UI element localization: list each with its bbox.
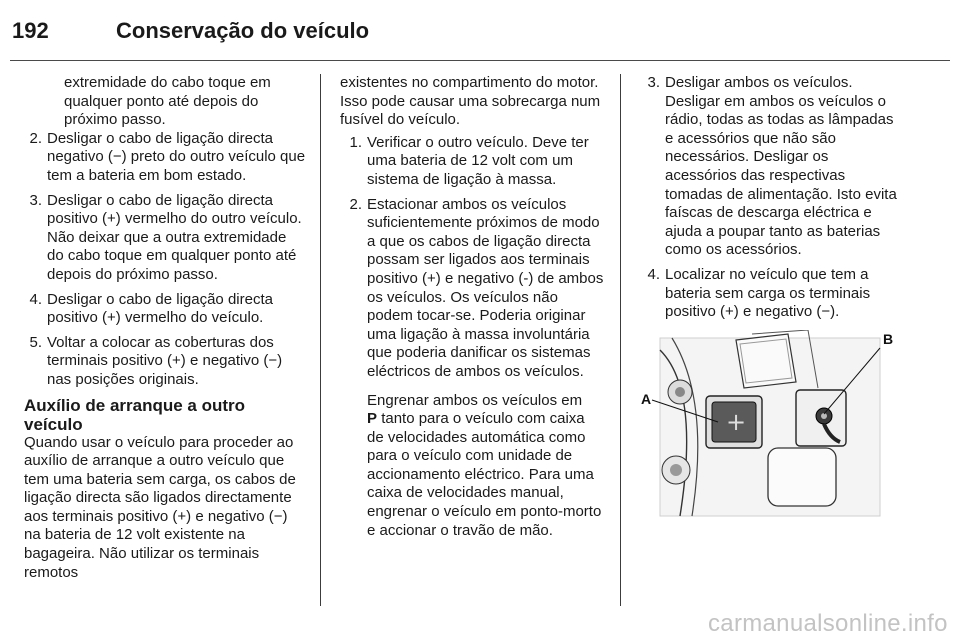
column-divider-left	[320, 74, 321, 606]
list-number: 5.	[29, 333, 42, 351]
list-item	[24, 192, 306, 285]
list-text: Desligar o cabo de ligação directa negativo (−) preto do outro veículo que tem a bateria em bom estado.	[47, 129, 306, 184]
step-continuation: extremidade do cabo toque em qualquer ponto até depois do próximo passo.	[64, 74, 271, 129]
page-title: Conservação do veículo	[116, 18, 370, 43]
gear-park-label: P	[367, 410, 378, 428]
header-rule	[10, 60, 950, 61]
gear-instruction-post: tanto para o veículo com caixa de velocidades automática como para o veículo com unidade de accionamento eléctrico. Para uma caixa de velocidades manual, engrenar o veículo em ponto-morto e accionar o travão de mão.	[367, 410, 602, 539]
page-number: 192	[12, 18, 49, 43]
list-item	[24, 130, 306, 186]
list-text: Estacionar ambos os veículos suficientemente próximos de modo a que os cabos de ligação directa possam ser ligados aos terminais positivo (+) e negativo (-) de ambos os veículos. Os veículos não podem tocar-se. Poderia originar uma ligação à massa involuntária que poderia danificar os sistemas eléctricos de ambos os veículos.	[367, 195, 604, 380]
column-right	[642, 74, 904, 328]
column-middle	[340, 74, 604, 540]
list-number: 1.	[349, 133, 362, 151]
list-number: 2.	[29, 129, 42, 147]
list-item	[340, 196, 604, 382]
intro-continuation: existentes no compartimento do motor. Isso pode causar uma sobrecarga num fusível do veículo.	[340, 74, 601, 129]
list-item	[24, 334, 306, 390]
list-number: 4.	[647, 265, 660, 283]
section-heading: Auxílio de arranque a outro veículo	[24, 395, 246, 434]
list-item	[642, 266, 904, 322]
gear-instruction-pre: Engrenar ambos os veículos em	[367, 391, 583, 409]
list-number: 3.	[29, 191, 42, 209]
watermark: carmanualsonline.info	[708, 610, 948, 637]
list-text: Desligar o cabo de ligação directa positivo (+) vermelho do outro veículo. Não deixar que a outra extremidade do cabo toque em qualquer ponto até depois do próximo passo.	[47, 191, 302, 283]
list-text: Desligar ambos os veículos. Desligar em ambos os veículos o rádio, todas as todas as lâmpadas e acessórios que não são necessários. Desligar os acessórios das respectivas tomadas de alimentação. Isto evita faíscas de descarga eléctrica e ajuda a poupar tanto as baterias como os acessórios.	[665, 74, 897, 259]
section-intro: Quando usar o veículo para proceder ao auxílio de arranque a outro veículo que tem uma bateria sem carga, os cabos de ligação directa são ligados directamente aos terminais positivo (+) e negativo (−) na bateria de 12 volt existente na bagageira. Não utilizar os terminais remotos	[24, 433, 296, 581]
svg-text:+: +	[726, 408, 747, 436]
figure-label-a: A	[641, 391, 652, 407]
list-text: Voltar a colocar as coberturas dos terminais positivo (+) e negativo (−) nas posições originais.	[47, 333, 283, 388]
column-divider-right	[620, 74, 621, 606]
list-item	[340, 134, 604, 190]
list-number: 3.	[647, 74, 660, 91]
list-text: Desligar o cabo de ligação directa positivo (+) vermelho do veículo.	[47, 290, 273, 327]
list-item	[642, 74, 904, 260]
list-text: Verificar o outro veículo. Deve ter uma bateria de 12 volt com um sistema de ligação à massa.	[367, 133, 589, 188]
figure-label-b: B	[883, 331, 894, 347]
list-item	[24, 291, 306, 328]
column-left	[24, 74, 306, 582]
list-number: 4.	[29, 290, 42, 308]
gear-instruction	[340, 392, 604, 541]
list-text: Localizar no veículo que tem a bateria sem carga os terminais positivo (+) e negativo (−).	[665, 265, 871, 321]
list-number: 2.	[349, 195, 362, 213]
battery-terminals-figure	[640, 330, 902, 520]
